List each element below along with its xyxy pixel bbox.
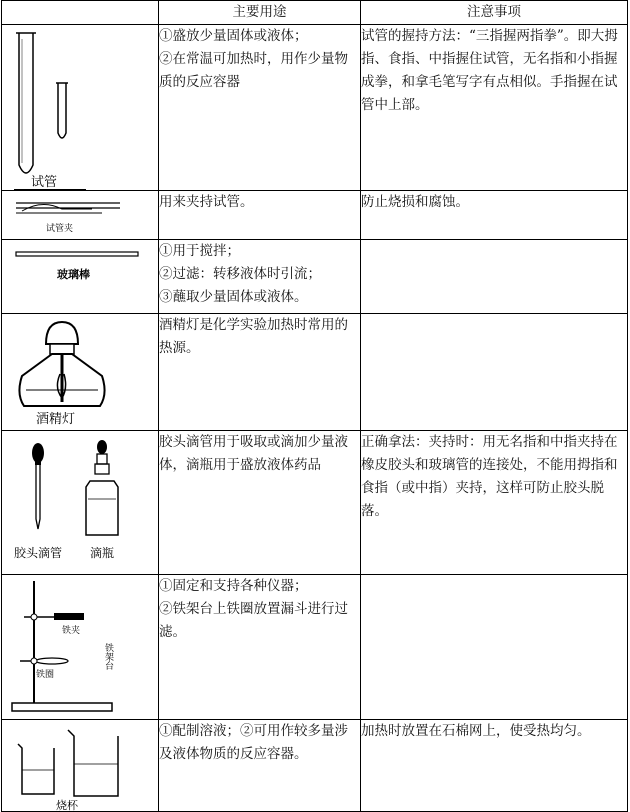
usage-line: ①用于搅拌；: [159, 243, 240, 259]
test-tube-label: 试管: [31, 175, 58, 190]
glass-rod-notes: [361, 240, 628, 314]
alcohol-lamp-notes: [361, 314, 628, 431]
iron-stand-icon: [2, 575, 157, 719]
usage-line: ②过滤：转移液体时引流；: [159, 266, 321, 282]
tube-holder-usage: 用来夹持试管。: [159, 191, 361, 240]
beaker-icon: [2, 720, 157, 811]
table-row: [2, 25, 628, 191]
clamp-label: 铁夹: [62, 626, 81, 636]
iron-stand-notes: [361, 575, 628, 720]
alcohol-lamp-label: 酒精灯: [36, 412, 76, 427]
usage-line: ②在常温可加热时，用作少量物质的反应容器: [159, 51, 348, 90]
usage-line: ①盛放少量固体或液体；: [159, 28, 308, 44]
alcohol-lamp-image-cell: [2, 314, 159, 431]
iron-stand-image-cell: [2, 575, 159, 720]
dropper-label: 胶头滴管: [14, 546, 63, 560]
table-row: [2, 191, 628, 240]
table-row: [2, 314, 628, 431]
beaker-image-cell: [2, 720, 159, 812]
test-tube-icon: [2, 25, 157, 190]
tube-holder-image-cell: [2, 191, 159, 240]
glass-rod-icon: [2, 240, 157, 313]
beaker-label: 烧杯: [56, 799, 78, 811]
table-row: [2, 720, 628, 812]
usage-line: ③蘸取少量固体或液体。: [159, 289, 308, 305]
glass-rod-usage: [159, 240, 361, 314]
header-notes: 注意事项: [361, 1, 628, 25]
tube-holder-label: 试管夹: [46, 224, 74, 234]
ring-label: 铁圈: [36, 670, 55, 680]
dropper-icon: [2, 431, 157, 574]
table-row: [2, 240, 628, 314]
test-tube-notes: 试管的握持方法：“三指握两指拳”。即大拇指、食指、中指握住试管，无名指和小指握成拳，和拿毛笔写字有点相似。手指握在试管中上部。: [361, 25, 628, 191]
iron-stand-usage: [159, 575, 361, 720]
table-row: [2, 431, 628, 575]
dropper-usage: 胶头滴管用于吸取或滴加少量液体，滴瓶用于盛放液体药品: [159, 431, 361, 575]
instrument-table: [1, 0, 628, 812]
header-instrument: [2, 1, 159, 25]
beaker-usage: ①配制溶液；②可用作较多量涉及液体物质的反应容器。: [159, 720, 361, 812]
tube-holder-notes: 防止烧损和腐蚀。: [361, 191, 628, 240]
dropper-image-cell: [2, 431, 159, 575]
test-tube-holder-icon: [2, 191, 157, 239]
dropper-notes: 正确拿法：夹持时：用无名指和中指夹持在橡皮胶头和玻璃管的连接处，不能用拇指和食指（或中指）夹持，这样可防止胶头脱落。: [361, 431, 628, 575]
table-header-row: [2, 1, 628, 25]
stand-label-1: 铁架台: [103, 643, 113, 670]
dropping-bottle-label: 滴瓶: [90, 546, 115, 560]
usage-line: ②铁架台上铁圈放置漏斗进行过滤。: [159, 601, 348, 640]
glass-rod-image-cell: [2, 240, 159, 314]
alcohol-lamp-icon: [2, 314, 157, 430]
glass-rod-label: 玻璃棒: [57, 268, 90, 281]
beaker-notes: 加热时放置在石棉网上，使受热均匀。: [361, 720, 628, 812]
header-usage: 主要用途: [159, 1, 361, 25]
test-tube-image-cell: [2, 25, 159, 191]
table-row: [2, 575, 628, 720]
usage-line: ①固定和支持各种仪器；: [159, 578, 308, 594]
test-tube-usage: [159, 25, 361, 191]
alcohol-lamp-usage: 酒精灯是化学实验加热时常用的热源。: [159, 314, 361, 431]
